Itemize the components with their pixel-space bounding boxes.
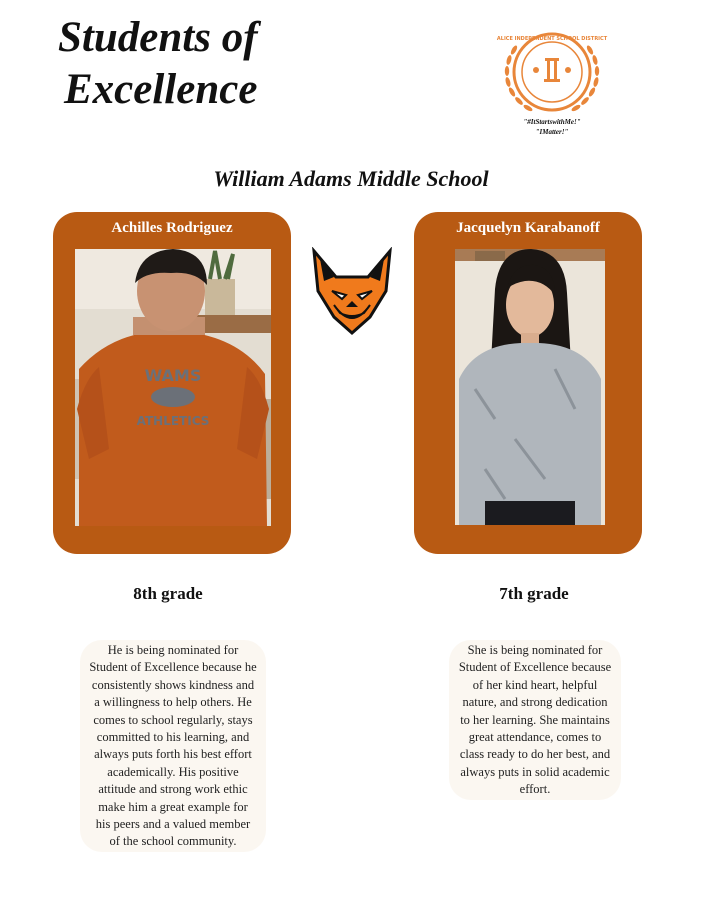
blurb-1-line: of the school community. bbox=[109, 834, 237, 849]
student-grade-2: 7th grade bbox=[499, 584, 569, 603]
blurb-2-line: effort. bbox=[519, 782, 551, 797]
student-blurb-1 bbox=[80, 640, 266, 852]
student-grade-1: 8th grade bbox=[133, 584, 203, 603]
student-name-2: Jacquelyn Karabanoff bbox=[456, 220, 600, 236]
district-logo bbox=[496, 20, 608, 140]
title-line-2: Excellence bbox=[64, 66, 258, 113]
photo-boy-image bbox=[75, 249, 271, 526]
logo-arc-text: ALICE INDEPENDENT SCHOOL DISTRICT bbox=[496, 36, 608, 42]
blurb-1-line: academically. His positive bbox=[107, 764, 239, 779]
blurb-2-line: nature, and strong dedication bbox=[462, 695, 608, 710]
title-line-1: Students of bbox=[58, 14, 258, 61]
student-card-1 bbox=[53, 212, 291, 554]
student-name-1: Achilles Rodriguez bbox=[111, 220, 233, 236]
blurb-1-line: make him a great example for bbox=[98, 799, 248, 814]
blurb-1-line: always puts forth his best effort bbox=[94, 747, 252, 762]
blurb-2-line: She is being nominated for bbox=[467, 643, 603, 657]
fox-head-icon bbox=[306, 247, 398, 339]
blurb-1-line: committed to his learning, and bbox=[96, 730, 250, 745]
school-name: William Adams Middle School bbox=[213, 166, 489, 191]
blurb-1-line: He is being nominated for bbox=[107, 643, 239, 657]
student-photo-1 bbox=[75, 249, 271, 526]
blurb-1-line: a willingness to help others. He bbox=[94, 695, 252, 710]
student-card-2 bbox=[414, 212, 642, 554]
blurb-1-line: Student of Excellence because he bbox=[89, 660, 257, 675]
student-photo-2 bbox=[455, 249, 605, 525]
logo-tagline-1: "#ItStartswithMe!" bbox=[523, 118, 581, 126]
blurb-2-line: of her kind heart, helpful bbox=[472, 677, 598, 692]
blurb-1-line: comes to school regularly, stays bbox=[93, 712, 253, 727]
blurb-2-line: to her learning. She maintains bbox=[460, 712, 610, 727]
photo-girl-image bbox=[455, 249, 605, 525]
blurb-2-line: great attendance, comes to bbox=[468, 730, 602, 745]
logo-tagline-2: "IMatter!" bbox=[535, 128, 569, 136]
blurb-2-line: class ready to do her best, and bbox=[459, 747, 611, 762]
blurb-2-line: Student of Excellence because bbox=[458, 660, 612, 675]
student-blurb-2 bbox=[449, 640, 621, 800]
page-title bbox=[58, 12, 258, 116]
shirt-text-1: WAMS bbox=[144, 366, 202, 385]
shirt-text-2: ATHLETICS bbox=[136, 414, 210, 428]
blurb-1-line: his peers and a valued member bbox=[95, 817, 251, 832]
blurb-1-line: consistently shows kindness and bbox=[91, 677, 255, 692]
blurb-1-line: attitude and strong work ethic bbox=[98, 782, 248, 797]
blurb-2-line: always puts in solid academic bbox=[460, 764, 610, 779]
